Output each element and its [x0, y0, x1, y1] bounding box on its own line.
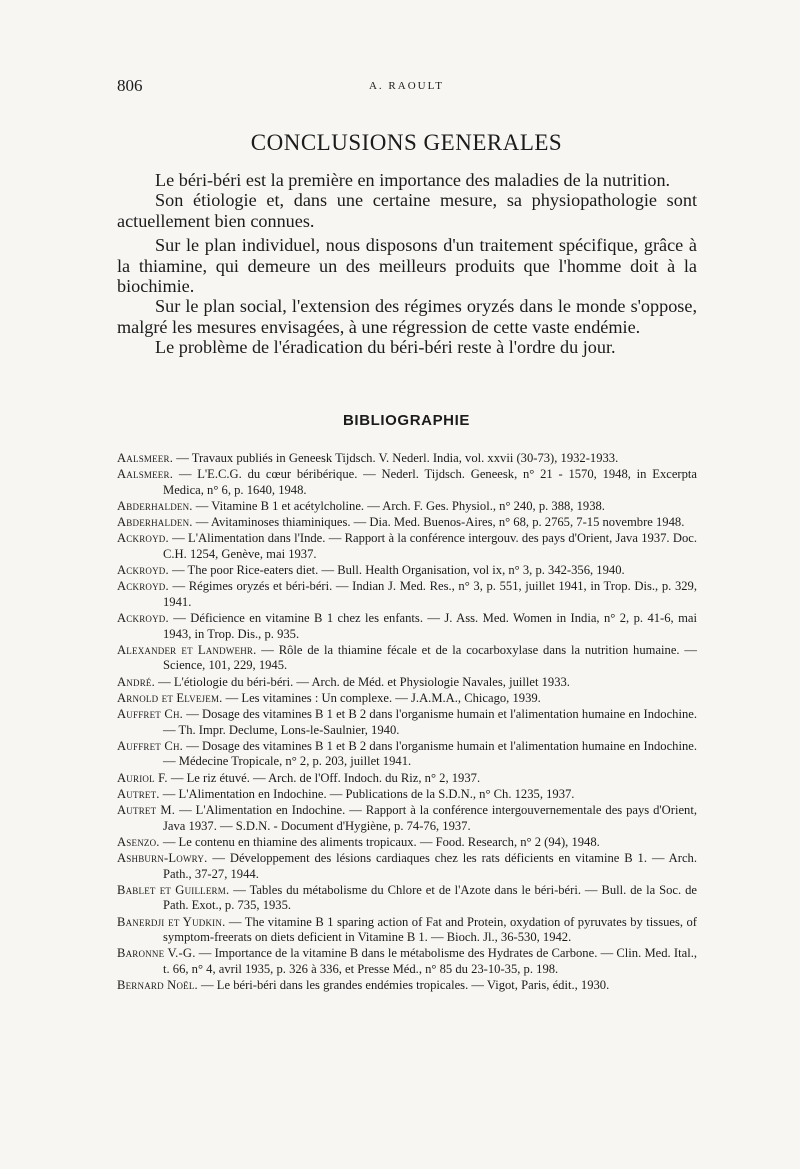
- bibliography-heading: BIBLIOGRAPHIE: [343, 412, 470, 429]
- reference-author: Auriol F.: [117, 770, 168, 785]
- page-number: 806: [117, 76, 143, 95]
- section-title: CONCLUSIONS GENERALES: [250, 130, 563, 155]
- reference-entry: [117, 851, 697, 882]
- paragraph: Le problème de l'éradication du béri-béri reste à l'ordre du jour.: [155, 337, 616, 358]
- reference-text: — Rôle de la thiamine fécale et de la cocarboxylase dans la nutrition humaine. — Science, 101, 229, 1945.: [163, 642, 697, 673]
- reference-entry: [117, 707, 697, 738]
- reference-text: — L'Alimentation dans l'Inde. — Rapport à la conférence intergouv. des pays d'Orient, Java 1937. Doc. C.H. 1254, Genève, mai 1937.: [163, 531, 697, 561]
- reference-entry: [117, 691, 697, 707]
- reference-text: — L'étiologie du béri-béri. — Arch. de Méd. et Physiologie Navales, juillet 1933.: [158, 674, 570, 689]
- reference-text: — The vitamine B 1 sparing action of Fat and Protein, oxydation of pyruvates by tissues, of symptom-freerats on diets deficient in Vitamine B 1. — Bioch. Jl., 36-530, 1942.: [163, 914, 697, 945]
- reference-text: — Le béri-béri dans les grandes endémies tropicales. — Vigot, Paris, édit., 1930.: [201, 978, 610, 993]
- reference-entry: [117, 675, 697, 691]
- reference-author: Autret M.: [117, 802, 176, 817]
- reference-author: Abderhalden.: [117, 498, 193, 513]
- reference-author: Auffret Ch.: [117, 738, 184, 753]
- reference-entry: [117, 739, 697, 770]
- reference-list: [117, 451, 697, 994]
- reference-author: Asenzo.: [117, 834, 160, 849]
- reference-entry: [117, 499, 697, 515]
- reference-text: — Les vitamines : Un complexe. — J.A.M.A., Chicago, 1939.: [225, 690, 541, 705]
- reference-author: Auffret Ch.: [117, 707, 184, 722]
- reference-text: — Déficience en vitamine B 1 chez les enfants. — J. Ass. Med. Women in India, n° 2, p. 41-6, mai 1943, in Trop. Dis., p. 935.: [163, 611, 697, 641]
- reference-text: — Le contenu en thiamine des aliments tropicaux. — Food. Research, n° 2 (94), 1948.: [162, 834, 600, 849]
- reference-entry: [117, 451, 697, 467]
- reference-text: — Importance de la vitamine B dans le métabolisme des Hydrates de Carbone. — Clin. Med. Ital., t. 66, n° 4, avril 1935, p. 326 à 336, et Presse Méd., n° 85 du 23-10-35, p. 198.: [163, 946, 697, 976]
- reference-entry: [117, 467, 697, 498]
- reference-author: Alexander et Landwehr.: [117, 642, 257, 657]
- reference-entry: [117, 643, 697, 674]
- reference-text: — Développement des lésions cardiaques chez les rats déficients en vitamine B 1. — Arch. Path., 37-27, 1944.: [163, 850, 698, 881]
- reference-author: Bablet et Guillerm.: [117, 882, 230, 897]
- reference-text: — Régimes oryzés et béri-béri. — Indian J. Med. Res., n° 3, p. 551, juillet 1941, in Trop. Dis., p. 329, 1941.: [163, 579, 697, 609]
- reference-entry: [117, 771, 697, 787]
- reference-author: Baronne V.-G.: [117, 946, 196, 961]
- paragraph: Son étiologie et, dans une certaine mesure, sa physiopathologie sont actuellement bien connues.: [117, 190, 697, 231]
- reference-entry: [117, 883, 697, 914]
- reference-author: Arnold et Elvejem.: [117, 690, 223, 705]
- reference-text: — Tables du métabolisme du Chlore et de l'Azote dans le béri-béri. — Bull. de la Soc. de Path. Exot., p. 735, 1935.: [163, 882, 697, 913]
- reference-entry: [117, 978, 697, 994]
- reference-author: Autret.: [117, 786, 160, 801]
- paragraph: Sur le plan social, l'extension des régimes oryzés dans le monde s'oppose, malgré les mesures envisagées, à une régression de cette vaste endémie.: [117, 296, 697, 337]
- reference-entry: [117, 835, 697, 851]
- reference-text: — L'E.C.G. du cœur béribérique. — Nederl. Tijdsch. Geneesk, n° 21 - 1570, 1948, in Excerpta Medica, n° 6, p. 1640, 1948.: [163, 467, 697, 497]
- reference-text: — Travaux publiés in Geneesk Tijdsch. V. Nederl. India, vol. xxvii (30-73), 1932-1933.: [176, 451, 619, 465]
- reference-entry: [117, 531, 697, 562]
- reference-entry: [117, 803, 697, 834]
- reference-author: Aalsmeer.: [117, 467, 174, 482]
- reference-entry: [117, 611, 697, 642]
- page-header: [117, 76, 696, 96]
- reference-text: — Dosage des vitamines B 1 et B 2 dans l'organisme humain et l'alimentation humaine en Indochine. — Médecine Tropicale, n° 2, p. 203, juillet 1941.: [163, 738, 698, 769]
- reference-text: — The poor Rice-eaters diet. — Bull. Health Organisation, vol ix, n° 3, p. 342-356, 1940.: [172, 563, 625, 578]
- reference-text: — L'Alimentation en Indochine. — Publications de la S.D.N., n° Ch. 1235, 1937.: [162, 786, 575, 801]
- reference-entry: [117, 787, 697, 803]
- reference-author: Bernard Noël.: [117, 978, 198, 993]
- reference-entry: [117, 579, 697, 610]
- running-title: A. RAOULT: [368, 80, 445, 92]
- reference-author: Ashburn-Lowry.: [117, 850, 208, 865]
- reference-entry: [117, 915, 697, 946]
- reference-entry: [117, 946, 697, 977]
- reference-text: — Le riz étuvé. — Arch. de l'Off. Indoch. du Riz, n° 2, 1937.: [170, 770, 481, 785]
- reference-author: Ackroyd.: [117, 531, 169, 546]
- conclusion-text: [117, 170, 697, 358]
- paragraph: Le béri-béri est la première en importance des maladies de la nutrition.: [155, 170, 671, 190]
- reference-text: — L'Alimentation en Indochine. — Rapport à la conférence intergouvernementale des pays d'Orient, Java 1937. — S.D.N. - Document d'Hygiène, p. 74-76, 1937.: [163, 802, 698, 833]
- reference-text: — Avitaminoses thiaminiques. — Dia. Med. Buenos-Aires, n° 68, p. 2765, 7-15 novembre 1948.: [195, 515, 685, 530]
- reference-author: Banerdji et Yudkin.: [117, 914, 226, 929]
- reference-author: Ackroyd.: [117, 563, 169, 578]
- reference-author: Aalsmeer.: [117, 451, 174, 465]
- reference-author: André.: [117, 674, 155, 689]
- reference-author: Ackroyd.: [117, 579, 169, 594]
- reference-author: Abderhalden.: [117, 515, 193, 530]
- reference-entry: [117, 563, 697, 579]
- reference-text: — Vitamine B 1 et acétylcholine. — Arch. F. Ges. Physiol., n° 240, p. 388, 1938.: [195, 498, 605, 513]
- paragraph: Sur le plan individuel, nous disposons d'un traitement spécifique, grâce à la thiamine, qui demeure un des meilleurs produits que l'homme doit à la biochimie.: [117, 235, 697, 297]
- reference-entry: [117, 515, 697, 531]
- reference-text: — Dosage des vitamines B 1 et B 2 dans l'organisme humain et l'alimentation humaine en Indochine. — Th. Impr. Declume, Lons-le-Saulnier, 1940.: [163, 707, 698, 737]
- reference-author: Ackroyd.: [117, 611, 169, 626]
